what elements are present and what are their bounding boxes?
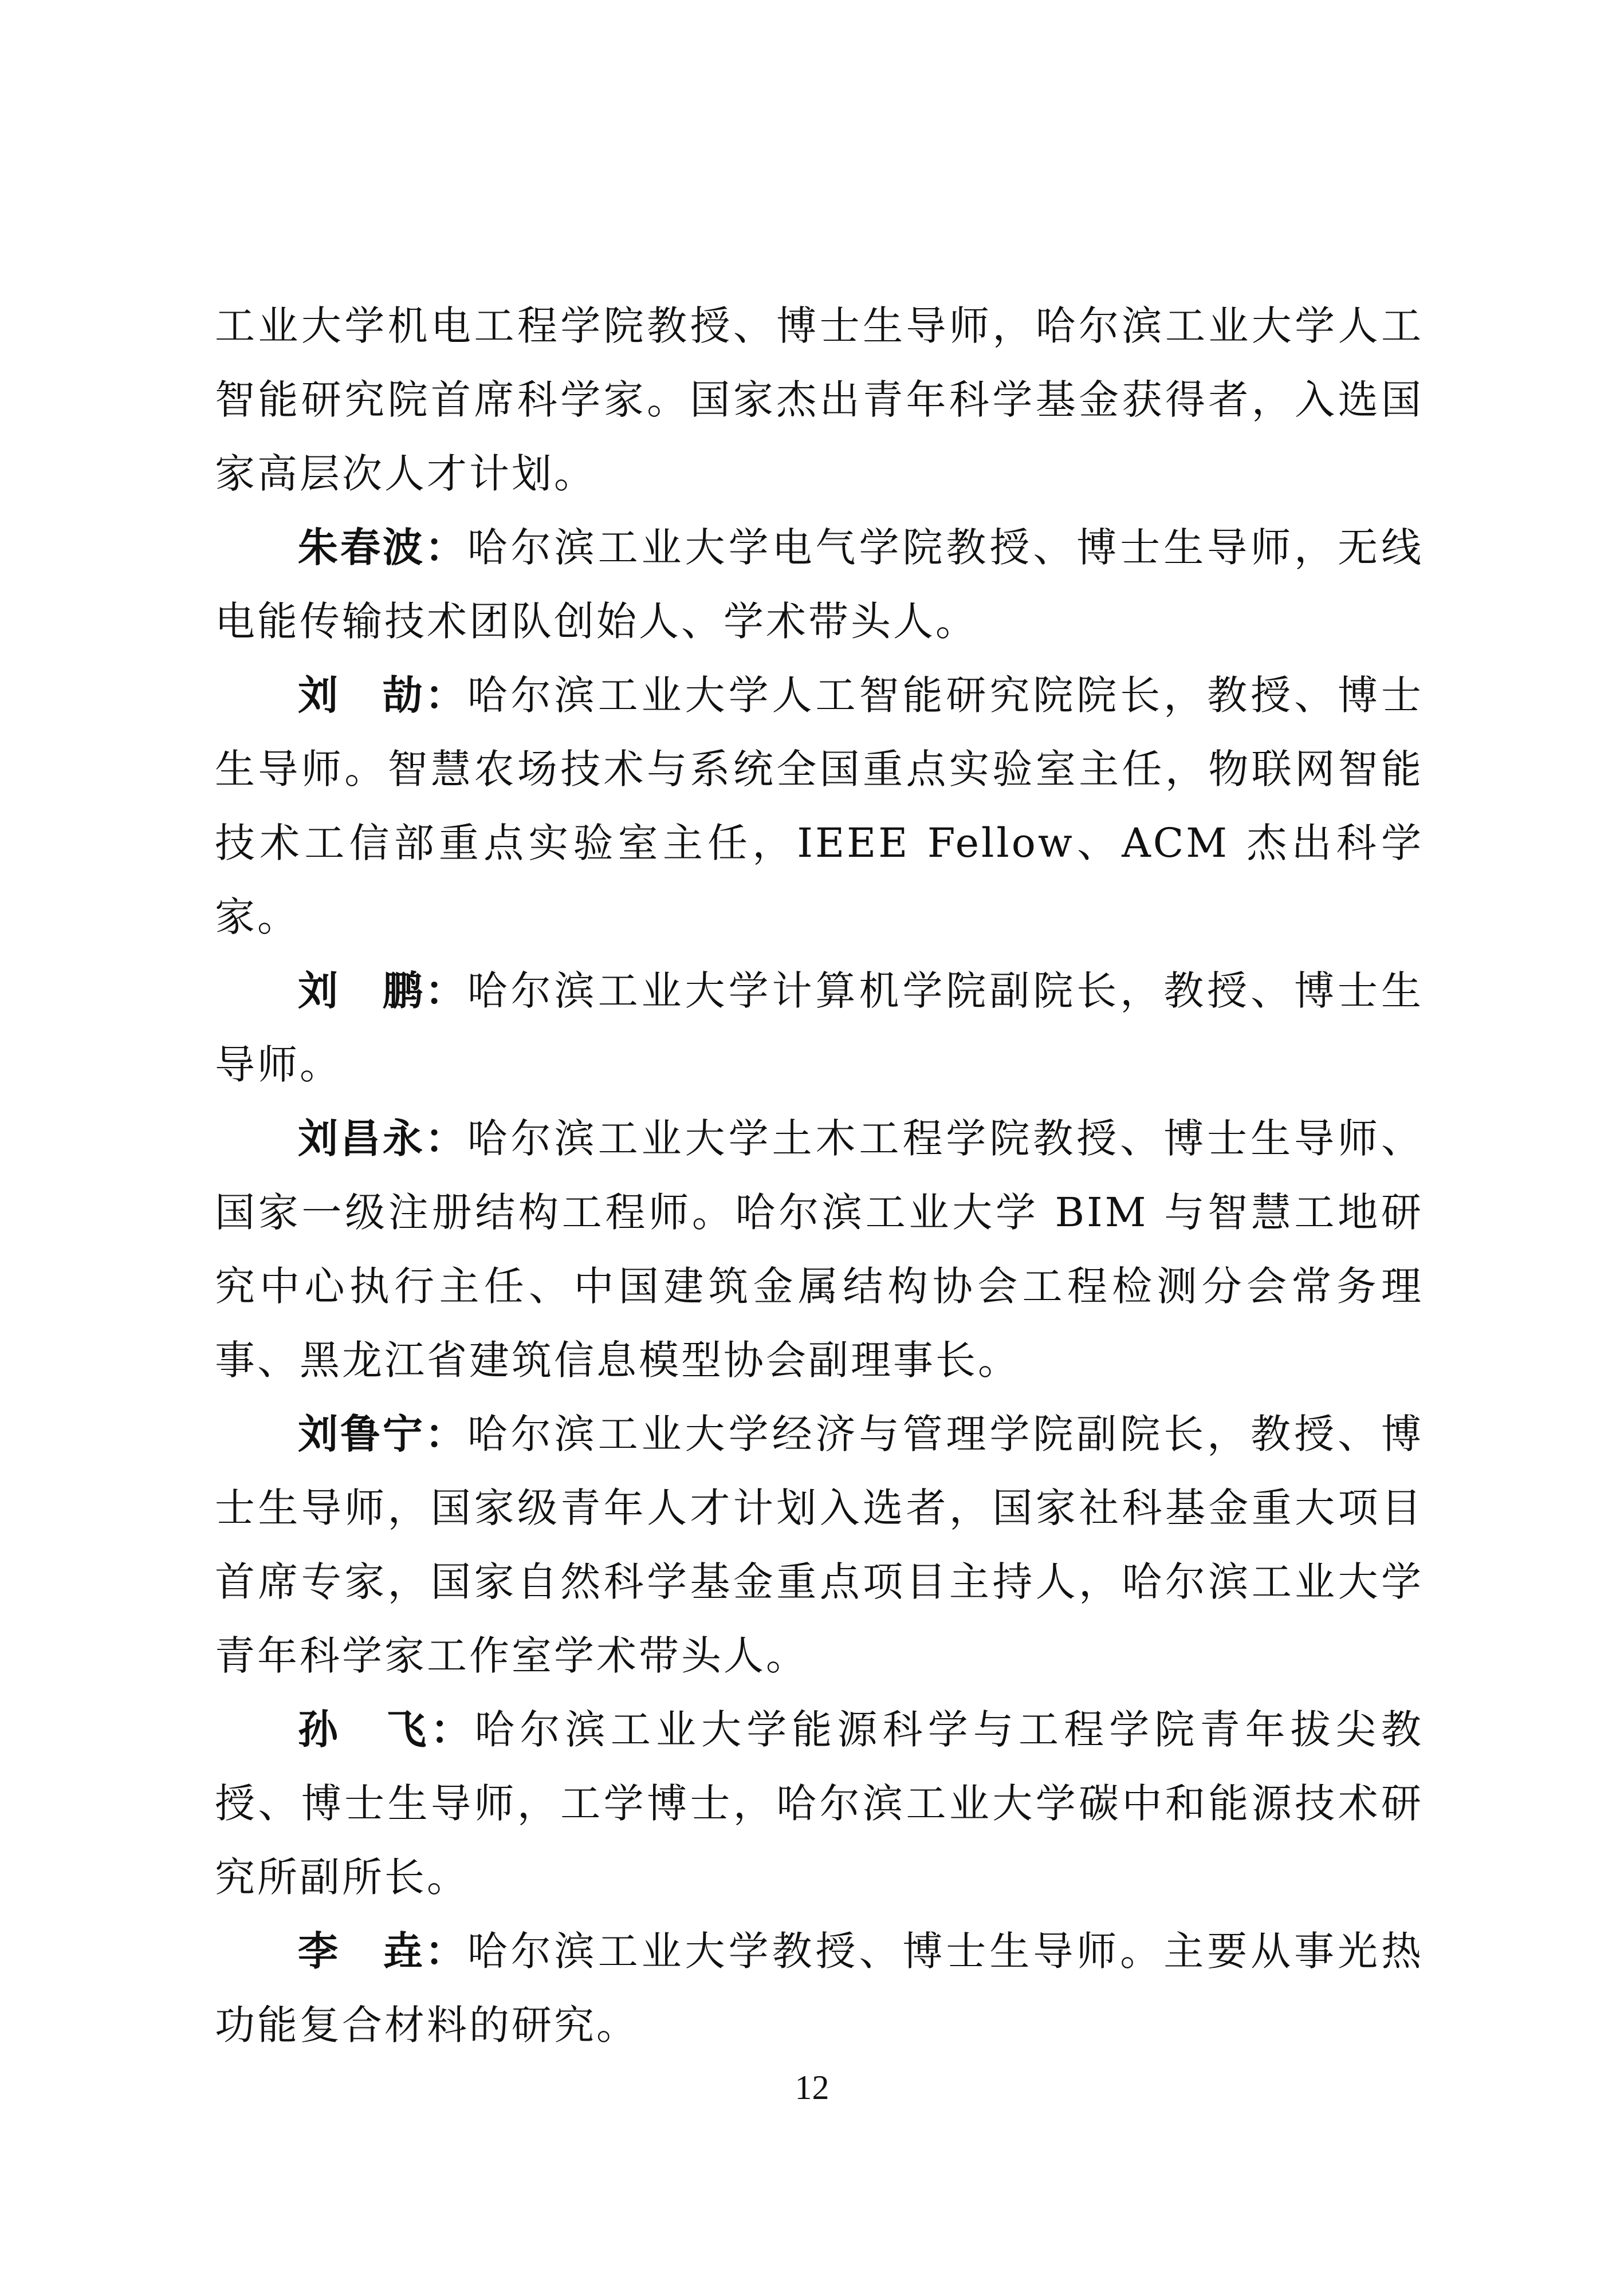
person-name: 朱春波：	[298, 524, 467, 571]
bio-text: 哈尔滨工业大学教授、博士生导师。主要从事光热功能复合材料的研究。	[215, 1928, 1424, 2049]
person-name: 刘鲁宁：	[298, 1411, 467, 1458]
person-name: 孙 飞：	[298, 1706, 475, 1753]
paragraph-text: 工业大学机电工程学院教授、博士生导师，哈尔滨工业大学人工智能研究院首席科学家。国家杰出青年科学基金获得者，入选国家高层次人才计划。	[215, 302, 1424, 497]
bio-paragraph	[215, 1915, 1424, 2062]
bio-paragraph	[215, 1397, 1424, 1693]
person-name: 刘 鹏：	[298, 967, 467, 1014]
bio-text: 哈尔滨工业大学土木工程学院教授、博士生导师、国家一级注册结构工程师。哈尔滨工业大学 BIM 与智慧工地研究中心执行主任、中国建筑金属结构协会工程检测分会常务理事、黑龙江省建筑信息模型协会副理事长。	[215, 1115, 1424, 1384]
bio-paragraph	[215, 954, 1424, 1102]
bio-text: 哈尔滨工业大学电气学院教授、博士生导师，无线电能传输技术团队创始人、学术带头人。	[215, 524, 1424, 645]
person-name: 刘 劼：	[298, 672, 467, 719]
bio-paragraph	[215, 511, 1424, 659]
person-name: 刘昌永：	[298, 1115, 467, 1162]
bio-paragraph	[215, 659, 1424, 954]
bio-text: 哈尔滨工业大学经济与管理学院副院长，教授、博士生导师，国家级青年人才计划入选者，国家社科基金重大项目首席专家，国家自然科学基金重点项目主持人，哈尔滨工业大学青年科学家工作室学术带头人。	[215, 1411, 1424, 1679]
bio-text: 哈尔滨工业大学人工智能研究院院长，教授、博士生导师。智慧农场技术与系统全国重点实验室主任，物联网智能技术工信部重点实验室主任，IEEE Fellow、ACM 杰出科学家。	[215, 672, 1424, 940]
bio-paragraph	[215, 1693, 1424, 1915]
bio-text: 哈尔滨工业大学计算机学院副院长，教授、博士生导师。	[215, 967, 1424, 1088]
document-body	[215, 289, 1424, 2062]
person-name: 李 垚：	[298, 1928, 467, 1975]
bio-paragraph	[215, 1102, 1424, 1397]
page-number: 12	[795, 2069, 829, 2106]
paragraph-continuation	[215, 289, 1424, 511]
bio-text: 哈尔滨工业大学能源科学与工程学院青年拔尖教授、博士生导师，工学博士，哈尔滨工业大学碳中和能源技术研究所副所长。	[215, 1706, 1424, 1901]
